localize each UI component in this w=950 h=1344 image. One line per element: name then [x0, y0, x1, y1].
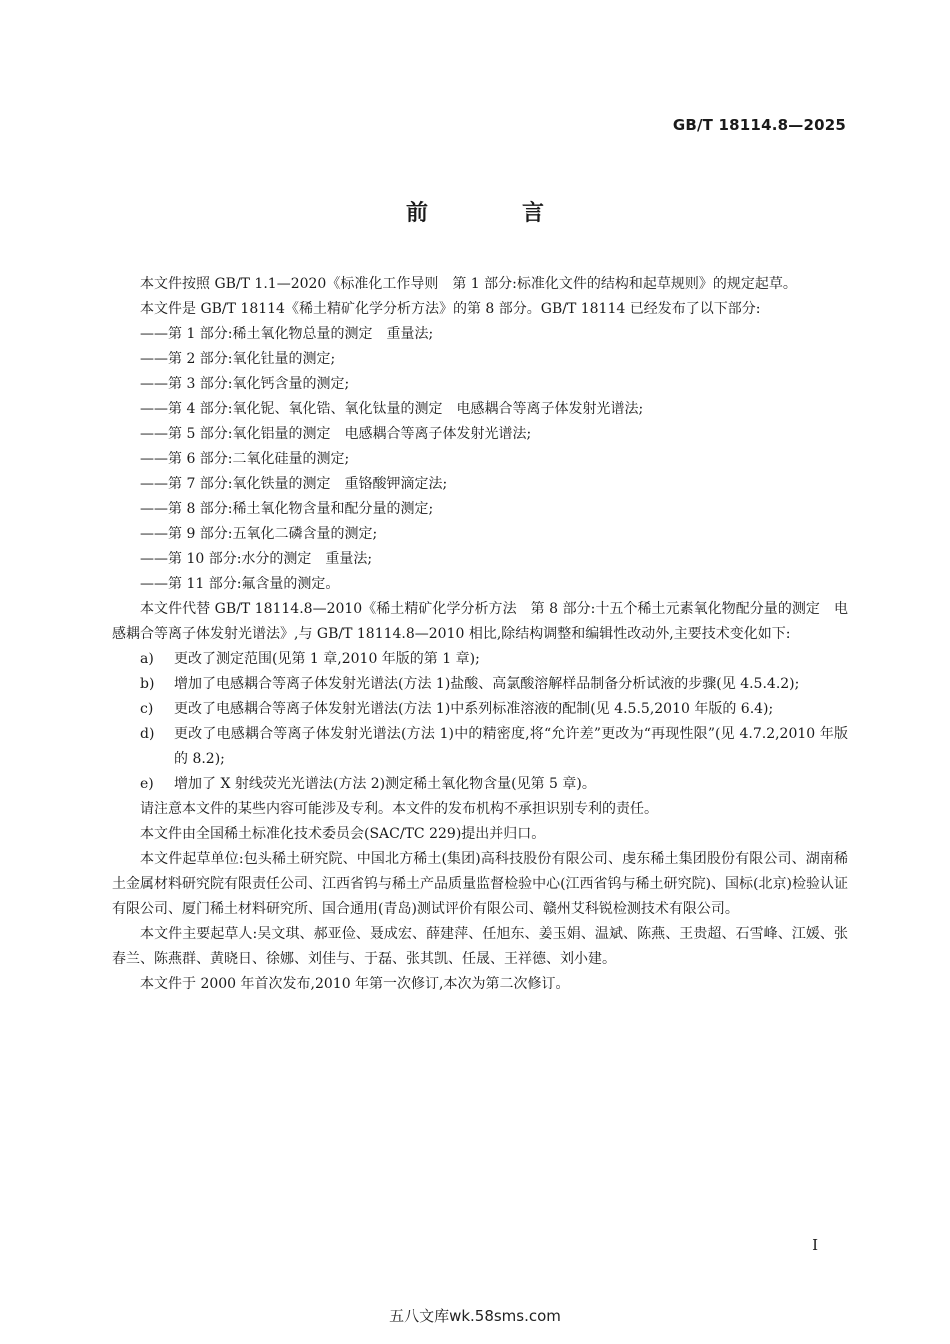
- change-text: 更改了电感耦合等离子体发射光谱法(方法 1)中系列标准溶液的配制(见 4.5.5,2010 年版的 6.4);: [174, 701, 774, 717]
- list-item: ——第 3 部分:氧化钙含量的测定;: [140, 376, 350, 392]
- change-label: b): [140, 676, 155, 692]
- change-text: 更改了电感耦合等离子体发射光谱法(方法 1)中的精密度,将“允许差”更改为“再现性限”(见 4.7.2,2010 年版的 8.2);: [174, 726, 848, 767]
- change-item-d: [112, 722, 848, 772]
- standard-number: GB/T 18114.8—2025: [672, 116, 846, 134]
- list-item: ——第 11 部分:氟含量的测定。: [140, 576, 340, 592]
- change-item-a: [112, 647, 848, 672]
- paragraph-history: 本文件于 2000 年首次发布,2010 年第一次修订,本次为第二次修订。: [140, 976, 570, 992]
- list-item: ——第 10 部分:水分的测定 重量法;: [140, 551, 373, 567]
- change-label: a): [140, 651, 154, 667]
- paragraph-part-of-series: 本文件是 GB/T 18114《稀土精矿化学分析方法》的第 8 部分。GB/T 18114 已经发布了以下部分:: [140, 301, 761, 317]
- change-text: 增加了 X 射线荧光光谱法(方法 2)测定稀土氧化物含量(见第 5 章)。: [174, 776, 596, 792]
- paragraph-replaces: 本文件代替 GB/T 18114.8—2010《稀土精矿化学分析方法 第 8 部分:十五个稀土元素氧化物配分量的测定 电感耦合等离子体发射光谱法》,与 GB/T 18114.8—2010 相比,除结构调整和编辑性改动外,主要技术变化如下:: [112, 601, 848, 642]
- paragraph-drafting-units: 本文件起草单位:包头稀土研究院、中国北方稀土(集团)高科技股份有限公司、虔东稀土集团股份有限公司、湖南稀土金属材料研究院有限责任公司、江西省钨与稀土产品质量监督检验中心(江西省钨与稀土研究院)、国标(北京)检验认证有限公司、厦门稀土材料研究所、国合通用(青岛)测试评价有限公司、赣州艾科锐检测技术有限公司。: [112, 851, 848, 917]
- list-item: ——第 6 部分:二氧化硅量的测定;: [140, 451, 350, 467]
- change-label: d): [140, 726, 155, 742]
- change-item-e: [112, 772, 848, 797]
- list-item: ——第 5 部分:氧化铝量的测定 电感耦合等离子体发射光谱法;: [140, 426, 532, 442]
- list-item: ——第 7 部分:氧化铁量的测定 重铬酸钾滴定法;: [140, 476, 448, 492]
- list-item: ——第 4 部分:氧化铌、氧化锆、氧化钛量的测定 电感耦合等离子体发射光谱法;: [140, 401, 644, 417]
- change-label: e): [140, 776, 154, 792]
- change-item-b: [112, 672, 848, 697]
- page-title: 前 言: [405, 201, 580, 226]
- list-item: ——第 1 部分:稀土氧化物总量的测定 重量法;: [140, 326, 434, 342]
- paragraph-drafting-rules: 本文件按照 GB/T 1.1—2020《标准化工作导则 第 1 部分:标准化文件的结构和起草规则》的规定起草。: [140, 276, 797, 292]
- paragraph-proposer: 本文件由全国稀土标准化技术委员会(SAC/TC 229)提出并归口。: [140, 826, 546, 842]
- page-number: I: [812, 1236, 818, 1254]
- change-label: c): [140, 701, 154, 717]
- watermark-text: 五八文库wk.58sms.com: [389, 1307, 561, 1325]
- list-item: ——第 9 部分:五氧化二磷含量的测定;: [140, 526, 378, 542]
- list-item: ——第 2 部分:氧化钍量的测定;: [140, 351, 336, 367]
- change-item-c: [112, 697, 848, 722]
- paragraph-patent-notice: 请注意本文件的某些内容可能涉及专利。本文件的发布机构不承担识别专利的责任。: [140, 801, 658, 817]
- foreword-body: [112, 272, 848, 997]
- change-text: 增加了电感耦合等离子体发射光谱法(方法 1)盐酸、高氯酸溶解样品制备分析试液的步骤(见 4.5.4.2);: [174, 676, 800, 692]
- list-item: ——第 8 部分:稀土氧化物含量和配分量的测定;: [140, 501, 434, 517]
- paragraph-drafters: 本文件主要起草人:吴文琪、郝亚俭、聂成宏、薛建萍、任旭东、姜玉娟、温斌、陈燕、王贵超、石雪峰、江媛、张春兰、陈燕群、黄晓日、徐娜、刘佳与、于磊、张其凯、任晟、王祥德、刘小建。: [112, 926, 848, 967]
- change-text: 更改了测定范围(见第 1 章,2010 年版的第 1 章);: [174, 651, 480, 667]
